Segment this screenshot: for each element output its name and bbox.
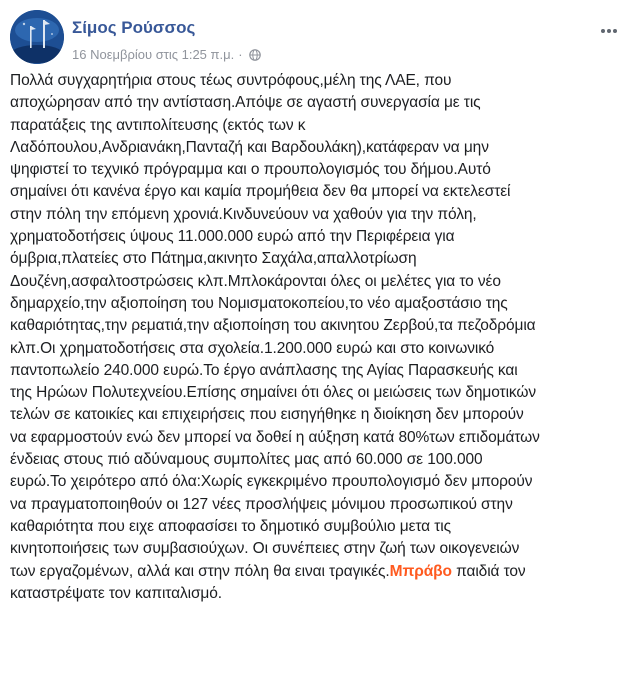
post-text-line: στην πόλη την επόμενη χρονιά.Κινδυνεύουν να χαθούν για την πόλη, <box>10 205 477 223</box>
post-header <box>10 10 626 66</box>
post-text-line: σημαίνει ότι κανένα έργο και καμία προμήθεια δεν θα μπορεί να εκτελεστεί <box>10 183 511 201</box>
globe-icon[interactable] <box>249 49 261 61</box>
post-text-line: Δουζένη,ασφαλτοστρώσεις κλπ.Μπλοκάρονται όλες οι μελέτες για το νέο <box>10 272 501 290</box>
author-name[interactable]: Σίμος Ρούσσος <box>72 18 196 37</box>
post-text-line: καθαριότητα που ειχε αποφασίσει το δημοτικό συμβούλιο μετα τις <box>10 517 451 535</box>
post-text-line: ευρώ.Το χειρότερο από όλα:Χωρίς εγκεκριμένο προυπολογισμό δεν μπορούν <box>10 473 533 491</box>
post-text-line: ένδειας στους πιό αδύναμους συμπολίτες μας από 60.000 σε 100.000 <box>10 451 483 469</box>
post-body <box>10 70 616 605</box>
post-text-line: καταστρέψατε τον καπιταλισμό. <box>10 584 222 602</box>
post-text-line: παντοπωλείο 240.000 ευρώ.Το έργο ανάπλασης της Αγίας Παρασκευής και <box>10 361 518 379</box>
post-date[interactable]: 16 Νοεμβρίου στις 1:25 π.μ. <box>72 47 235 62</box>
post-text-line: να πραγματοποιηθούν οι 127 νέες προσλήψεις μόνιμου προσωπικού στην <box>10 495 513 513</box>
post-text-line: παρατάξεις της αντιπολίτευσης (εκτός των κ <box>10 116 306 134</box>
post-text-line: κινητοποιήσεις των συμβασιούχων. Οι συνέπειες στην ζωή των οικογενειών <box>10 540 520 558</box>
meta-separator: · <box>238 47 243 62</box>
post-text-line: όμβρια,πλατείες στο Πάτημα,ακινητο Σαχάλα,απαλλοτρίωση <box>10 250 417 268</box>
post-text-line: ψηφιστεί το τεχνικό πρόγραμμα και ο προυπολογισμός του δήμου.Αυτό <box>10 161 491 179</box>
post-text-line: καθαριότητας,την ρεματιά,την αξιοποίηση του ακινητου Ζερβού,τα πεζοδρόμια <box>10 317 536 335</box>
post-text-line: Λαδόπουλου,Ανδριανάκη,Πανταζή και Βαρδουλάκη),κατάφεραν να μην <box>10 138 489 156</box>
highlighted-word: Μπράβο <box>389 562 452 580</box>
post-text-line-with-highlight <box>10 561 616 583</box>
post-text-line: της Ηρώων Πολυτεχνείου.Επίσης σημαίνει ότι όλες οι μειώσεις των δημοτικών <box>10 384 537 402</box>
post-text-line: δημαρχείο,την αξιοποίηση του Νομισματοκοπείου,το νέο αμαξοστάσιο της <box>10 294 508 312</box>
post-text-line: αποχώρησαν από την αντίσταση.Απόψε σε αγαστή συνεργασία με τις <box>10 94 481 112</box>
post-text-segment: παιδιά τον <box>451 562 526 580</box>
post-text-line: τελών σε κατοικίες και επιχειρήσεις που εισηγήθηκε η διοίκηση δεν μπορούν <box>10 406 524 424</box>
post-meta <box>72 47 261 62</box>
profile-avatar[interactable] <box>10 10 64 64</box>
post-text-line: να εφαρμοστούν ενώ δεν μπορεί να δοθεί η αύξηση κατά 80%των επιδομάτων <box>10 428 540 446</box>
more-options-icon[interactable] <box>598 24 620 38</box>
post-text-line: κλπ.Οι χρηματοδοτήσεις στα σχολεία.1.200.000 ευρώ και στο κοινωνικό <box>10 339 495 357</box>
post-text-line: χρηματοδοτήσεις ύψους 11.000.000 ευρώ από την Περιφέρεια για <box>10 228 455 246</box>
post-text-segment: των εργαζομένων, αλλά και στην πόλη θα ειναι τραγικές. <box>10 562 390 580</box>
avatar-image <box>10 10 64 64</box>
post-text-line: Πολλά συγχαρητήρια στους τέως συντρόφους,μέλη της ΛΑΕ, που <box>10 72 452 89</box>
